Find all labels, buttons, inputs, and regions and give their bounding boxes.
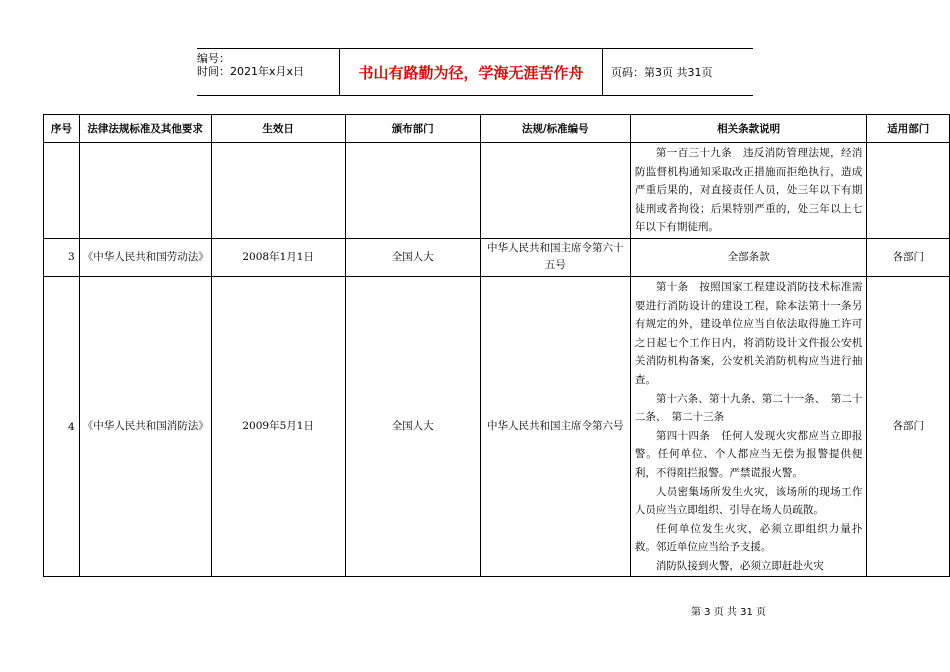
row-apply bbox=[867, 143, 950, 239]
row-name bbox=[79, 143, 211, 239]
col-name: 法律法规标准及其他要求 bbox=[79, 115, 211, 143]
table-row bbox=[44, 238, 950, 276]
clause-text: 第四十四条 任何人发现火灾都应当立即报警。任何单位、个人都应当无偿为报警提供便利，不得阻拦报警。严禁谎报火警。 bbox=[634, 429, 863, 479]
table-header-row bbox=[44, 115, 950, 143]
clause-text: 第十六条、第十九条、第二十一条、 第二十二条、 第二十三条 bbox=[634, 392, 863, 424]
row-date bbox=[211, 143, 345, 239]
col-code: 法规/标准编号 bbox=[480, 115, 630, 143]
page-footer: 第 3 页 共 31 页 bbox=[691, 607, 766, 618]
row-seq: 4 bbox=[44, 276, 80, 577]
row-date: 2008年1月1日 bbox=[211, 238, 345, 276]
header-motto: 书山有路勤为径，学海无涯苦作舟 bbox=[339, 49, 603, 95]
row-date: 2009年5月1日 bbox=[211, 276, 345, 577]
clause-text: 任何单位发生火灾，必须立即组织力量扑救。邻近单位应当给予支援。 bbox=[634, 522, 863, 554]
row-clauses: 全部条款 bbox=[630, 238, 867, 276]
row-apply: 各部门 bbox=[867, 276, 950, 577]
col-apply: 适用部门 bbox=[867, 115, 950, 143]
header-meta bbox=[197, 49, 339, 98]
col-dept: 颁布部门 bbox=[345, 115, 480, 143]
col-seq: 序号 bbox=[44, 115, 80, 143]
col-clauses: 相关条款说明 bbox=[630, 115, 867, 143]
header-page-label: 页码：第3页 共31页 bbox=[611, 66, 713, 79]
row-code: 中华人民共和国主席令第六号 bbox=[480, 276, 630, 577]
clause-text: 消防队接到火警，必须立即赶赴火灾 bbox=[655, 559, 824, 572]
code-label: 编号： bbox=[197, 52, 230, 65]
row-seq: 3 bbox=[44, 238, 80, 276]
row-dept: 全国人大 bbox=[345, 238, 480, 276]
row-dept: 全国人大 bbox=[345, 276, 480, 577]
row-clauses bbox=[630, 276, 867, 577]
col-date: 生效日 bbox=[211, 115, 345, 143]
row-code bbox=[480, 143, 630, 239]
time-label: 时间：2021年x月x日 bbox=[197, 65, 305, 78]
row-clauses bbox=[630, 143, 867, 239]
row-code: 中华人民共和国主席令第六十五号 bbox=[480, 238, 630, 276]
row-seq bbox=[44, 143, 80, 239]
table-row bbox=[44, 276, 950, 577]
clause-text: 第十条 按照国家工程建设消防技术标准需要进行消防设计的建设工程，除本法第十一条另有规定的外，建设单位应当自依法取得施工许可之日起七个工作日内，将消防设计文件报公安机关消防机构备案，公安机关消防机构应当进行抽查。 bbox=[634, 280, 863, 386]
row-apply: 各部门 bbox=[867, 238, 950, 276]
row-dept bbox=[345, 143, 480, 239]
clause-text: 第一百三十九条 违反消防管理法规，经消防监督机构通知采取改正措施而拒绝执行，造成严重后果的，对直接责任人员，处三年以下有期徒刑或者拘役；后果特别严重的，处三年以上七年以下有期徒刑。 bbox=[634, 147, 863, 234]
clause-text: 人员密集场所发生火灾，该场所的现场工作人员应当立即组织、引导在场人员疏散。 bbox=[634, 485, 863, 517]
page-header bbox=[197, 48, 753, 96]
row-name: 《中华人民共和国劳动法》 bbox=[79, 238, 211, 276]
regulations-table bbox=[43, 114, 950, 577]
table-row bbox=[44, 143, 950, 239]
row-name: 《中华人民共和国消防法》 bbox=[79, 276, 211, 577]
